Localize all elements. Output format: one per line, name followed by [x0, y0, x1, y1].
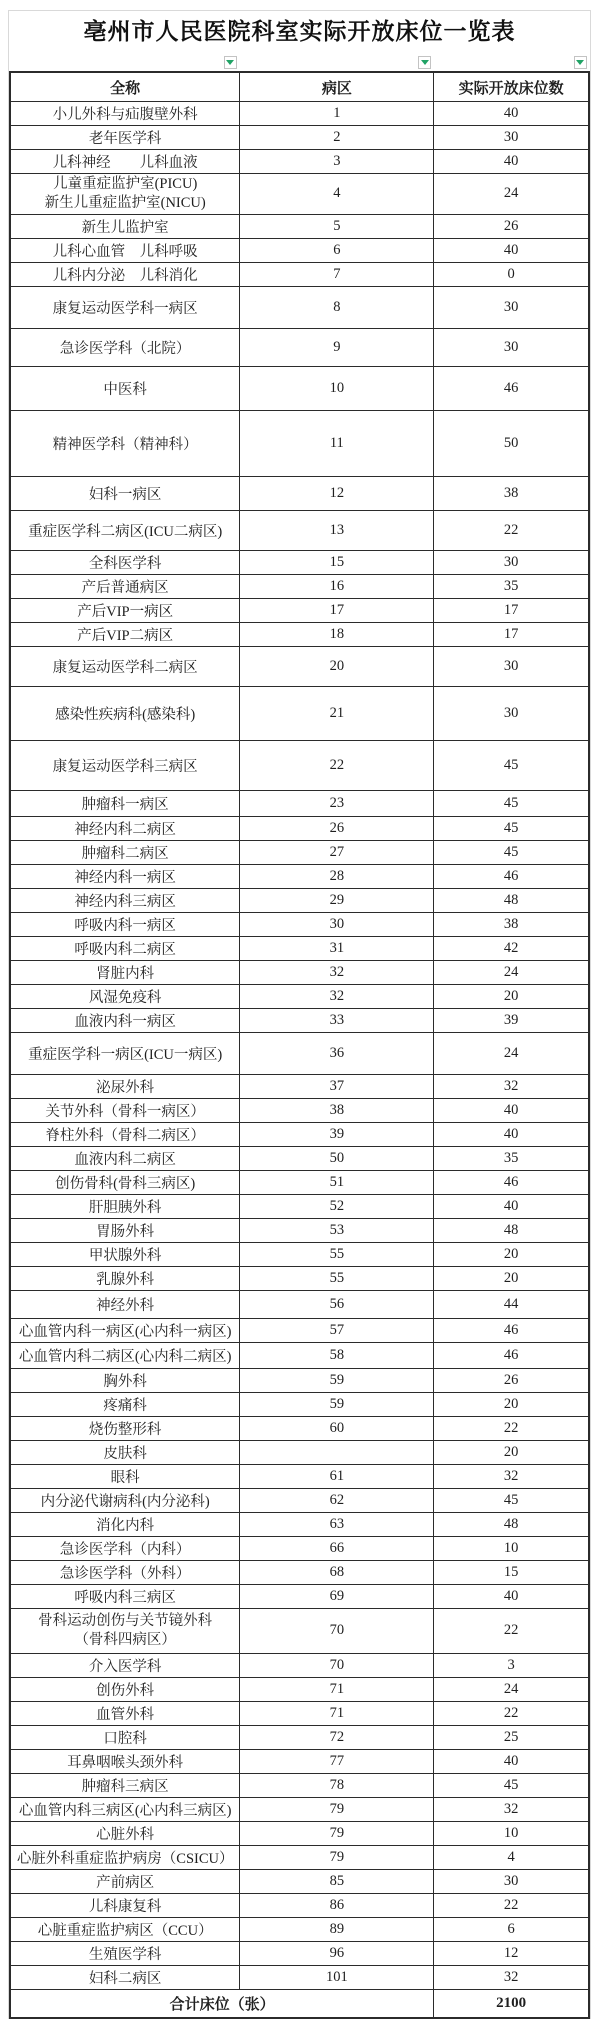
table-row: [10, 1368, 589, 1392]
table-row: [10, 1536, 589, 1560]
beds-cell: 10: [434, 1536, 589, 1560]
table-row: [10, 1194, 589, 1218]
ward-cell: 16: [240, 574, 434, 598]
beds-cell: 48: [434, 888, 589, 912]
beds-cell: 46: [434, 1170, 589, 1194]
header-row: [10, 72, 589, 102]
table-row: [10, 1560, 589, 1584]
dept-name-cell: 心血管内科一病区(心内科一病区): [10, 1318, 240, 1342]
ward-cell: 101: [240, 1965, 434, 1989]
beds-cell: 32: [434, 1797, 589, 1821]
ward-cell: 30: [240, 912, 434, 936]
beds-cell: 17: [434, 598, 589, 622]
ward-cell: 27: [240, 840, 434, 864]
table-row: [10, 1512, 589, 1536]
filter-dropdown-icon: [576, 60, 584, 65]
dept-name-cell: 全科医学科: [10, 550, 240, 574]
dept-name-cell: 创伤骨科(骨科三病区): [10, 1170, 240, 1194]
dept-name-cell: [10, 174, 240, 215]
beds-cell: 0: [434, 262, 589, 286]
ward-cell: 21: [240, 686, 434, 740]
beds-cell: 38: [434, 476, 589, 510]
ward-cell: 62: [240, 1488, 434, 1512]
beds-cell: 30: [434, 1869, 589, 1893]
ward-cell: 72: [240, 1725, 434, 1749]
ward-cell: 71: [240, 1677, 434, 1701]
dept-name-cell: 脊柱外科（骨科二病区）: [10, 1122, 240, 1146]
table-body: [10, 102, 589, 1990]
dept-name-cell: 新生儿监护室: [10, 214, 240, 238]
filter-cell-name: [9, 53, 240, 69]
dept-name-cell: 产前病区: [10, 1869, 240, 1893]
ward-cell: 79: [240, 1821, 434, 1845]
table-row: [10, 1074, 589, 1098]
table-row: [10, 1653, 589, 1677]
table-row: [10, 1032, 589, 1074]
table-row: [10, 1821, 589, 1845]
beds-cell: 26: [434, 214, 589, 238]
beds-cell: 17: [434, 622, 589, 646]
ward-cell: 9: [240, 328, 434, 366]
beds-cell: 24: [434, 174, 589, 215]
dept-name-cell: 产后VIP二病区: [10, 622, 240, 646]
table-row: [10, 1342, 589, 1368]
dept-name-cell: 口腔科: [10, 1725, 240, 1749]
dept-name-cell: 小儿外科与疝腹壁外科: [10, 102, 240, 126]
filter-cell-ward: [240, 53, 435, 69]
dept-name-cell: 血管外科: [10, 1701, 240, 1725]
dept-name-cell: 康复运动医学科三病区: [10, 740, 240, 790]
beds-cell: 10: [434, 1821, 589, 1845]
table-row: [10, 622, 589, 646]
table-row: [10, 840, 589, 864]
ward-cell: 89: [240, 1917, 434, 1941]
beds-cell: 30: [434, 686, 589, 740]
ward-cell: 20: [240, 646, 434, 686]
table-row: [10, 686, 589, 740]
dept-name-cell: 神经内科一病区: [10, 864, 240, 888]
beds-cell: 40: [434, 150, 589, 174]
ward-cell: 6: [240, 238, 434, 262]
dept-name-cell: 产后VIP一病区: [10, 598, 240, 622]
ward-cell: 37: [240, 1074, 434, 1098]
dept-name-cell: 精神医学科（精神科）: [10, 410, 240, 476]
dept-name-cell: 心脏外科重症监护病房（CSICU）: [10, 1845, 240, 1869]
beds-cell: 22: [434, 1893, 589, 1917]
beds-cell: 50: [434, 410, 589, 476]
beds-cell: 20: [434, 1242, 589, 1266]
table-row: [10, 740, 589, 790]
ward-cell: 33: [240, 1008, 434, 1032]
table-row: [10, 1677, 589, 1701]
ward-cell: 68: [240, 1560, 434, 1584]
table-row: [10, 1869, 589, 1893]
beds-cell: 48: [434, 1218, 589, 1242]
dept-name-cell: 风湿免疫科: [10, 984, 240, 1008]
table-row: [10, 476, 589, 510]
table-row: [10, 912, 589, 936]
dept-name-cell: 肝胆胰外科: [10, 1194, 240, 1218]
ward-cell: 1: [240, 102, 434, 126]
table-row: [10, 126, 589, 150]
table-row: [10, 262, 589, 286]
total-label: 合计床位（张）: [10, 1989, 434, 2018]
table-row: [10, 1488, 589, 1512]
table-row: [10, 1218, 589, 1242]
table-row: [10, 510, 589, 550]
ward-cell: 55: [240, 1266, 434, 1290]
beds-cell: 3: [434, 1653, 589, 1677]
beds-cell: 45: [434, 816, 589, 840]
ward-cell: 5: [240, 214, 434, 238]
filter-dropdown-button-name[interactable]: [224, 56, 237, 69]
dept-name-cell: 心脏重症监护病区（CCU）: [10, 1917, 240, 1941]
table-row: [10, 864, 589, 888]
ward-cell: 59: [240, 1368, 434, 1392]
dept-name-cell: 耳鼻咽喉头颈外科: [10, 1749, 240, 1773]
ward-cell: 60: [240, 1416, 434, 1440]
dept-name-cell: 儿科心血管 儿科呼吸: [10, 238, 240, 262]
table-row: [10, 214, 589, 238]
dept-name-cell: 生殖医学科: [10, 1941, 240, 1965]
beds-cell: 44: [434, 1290, 589, 1318]
dept-name-cell: 血液内科二病区: [10, 1146, 240, 1170]
ward-cell: 59: [240, 1392, 434, 1416]
ward-cell: 23: [240, 790, 434, 816]
ward-cell: 4: [240, 174, 434, 215]
table-row: [10, 984, 589, 1008]
ward-cell: 96: [240, 1941, 434, 1965]
table-row: [10, 1917, 589, 1941]
beds-cell: 22: [434, 1701, 589, 1725]
ward-cell: 53: [240, 1218, 434, 1242]
ward-cell: 32: [240, 960, 434, 984]
dept-name-cell: 心血管内科二病区(心内科二病区): [10, 1342, 240, 1368]
ward-cell: 29: [240, 888, 434, 912]
table-row: [10, 1893, 589, 1917]
table-row: [10, 598, 589, 622]
filter-dropdown-button-ward[interactable]: [418, 56, 431, 69]
dept-name-cell: 呼吸内科二病区: [10, 936, 240, 960]
table-row: [10, 1122, 589, 1146]
beds-cell: 32: [434, 1965, 589, 1989]
beds-cell: 30: [434, 286, 589, 328]
dept-name-cell: 甲状腺外科: [10, 1242, 240, 1266]
dept-name-cell: 皮肤科: [10, 1440, 240, 1464]
table-row: [10, 1797, 589, 1821]
dept-name-line2: （骨科四病区）: [74, 1631, 176, 1648]
ward-cell: 32: [240, 984, 434, 1008]
dept-name-cell: 乳腺外科: [10, 1266, 240, 1290]
beds-cell: 30: [434, 550, 589, 574]
dept-name-cell: 呼吸内科一病区: [10, 912, 240, 936]
ward-cell: 12: [240, 476, 434, 510]
column-header-full-name: 全称: [10, 72, 240, 102]
ward-cell: 85: [240, 1869, 434, 1893]
ward-cell: 28: [240, 864, 434, 888]
dept-name-line1: 骨科运动创伤与关节镜外科: [38, 1612, 213, 1629]
column-header-ward: 病区: [240, 72, 434, 102]
dept-name-cell: 心脏外科: [10, 1821, 240, 1845]
beds-cell: 22: [434, 510, 589, 550]
ward-cell: 11: [240, 410, 434, 476]
dept-name-cell: 急诊医学科（外科）: [10, 1560, 240, 1584]
beds-cell: 32: [434, 1464, 589, 1488]
dept-name-cell: 介入医学科: [10, 1653, 240, 1677]
ward-cell: 17: [240, 598, 434, 622]
dept-name-cell: 重症医学科二病区(ICU二病区): [10, 510, 240, 550]
dept-name-cell: 关节外科（骨科一病区）: [10, 1098, 240, 1122]
table-row: [10, 816, 589, 840]
dept-name-cell: 内分泌代谢病科(内分泌科): [10, 1488, 240, 1512]
ward-cell: 86: [240, 1893, 434, 1917]
ward-cell: 61: [240, 1464, 434, 1488]
table-row: [10, 174, 589, 215]
dept-name-cell: 急诊医学科（内科）: [10, 1536, 240, 1560]
table-row: [10, 1965, 589, 1989]
dept-name-cell: 肿瘤科二病区: [10, 840, 240, 864]
ward-cell: 55: [240, 1242, 434, 1266]
dept-name-cell: 康复运动医学科一病区: [10, 286, 240, 328]
beds-cell: 45: [434, 790, 589, 816]
filter-cell-beds: [434, 53, 590, 69]
ward-cell: 58: [240, 1342, 434, 1368]
beds-cell: 42: [434, 936, 589, 960]
dept-name-cell: 创伤外科: [10, 1677, 240, 1701]
table-row: [10, 1941, 589, 1965]
dept-name-cell: 急诊医学科（北院）: [10, 328, 240, 366]
beds-cell: 38: [434, 912, 589, 936]
dept-name-cell: 肾脏内科: [10, 960, 240, 984]
bed-capacity-sheet: [8, 10, 591, 2019]
beds-cell: 35: [434, 1146, 589, 1170]
dept-name-cell: 烧伤整形科: [10, 1416, 240, 1440]
dept-name-cell: 儿科康复科: [10, 1893, 240, 1917]
table-row: [10, 550, 589, 574]
dept-name-cell: 神经外科: [10, 1290, 240, 1318]
beds-cell: 39: [434, 1008, 589, 1032]
table-row: [10, 238, 589, 262]
dept-name-cell: 血液内科一病区: [10, 1008, 240, 1032]
ward-cell: 70: [240, 1608, 434, 1653]
ward-cell: 79: [240, 1845, 434, 1869]
ward-cell: 31: [240, 936, 434, 960]
table-row: [10, 1440, 589, 1464]
ward-cell: 79: [240, 1797, 434, 1821]
dept-name-cell: 泌尿外科: [10, 1074, 240, 1098]
beds-cell: 20: [434, 1392, 589, 1416]
total-row: [10, 1989, 589, 2018]
dept-name-cell: 产后普通病区: [10, 574, 240, 598]
dept-name-cell: 神经内科二病区: [10, 816, 240, 840]
dept-name-cell: 疼痛科: [10, 1392, 240, 1416]
beds-cell: 30: [434, 646, 589, 686]
table-row: [10, 1701, 589, 1725]
page-title: 亳州市人民医院科室实际开放床位一览表: [83, 19, 516, 44]
beds-cell: 30: [434, 126, 589, 150]
beds-cell: 40: [434, 1584, 589, 1608]
beds-cell: 22: [434, 1608, 589, 1653]
filter-dropdown-button-beds[interactable]: [574, 56, 587, 69]
table-row: [10, 1146, 589, 1170]
beds-cell: 46: [434, 1318, 589, 1342]
table-row: [10, 790, 589, 816]
beds-cell: 15: [434, 1560, 589, 1584]
beds-cell: 22: [434, 1416, 589, 1440]
filter-row: [9, 53, 590, 69]
ward-cell: 66: [240, 1536, 434, 1560]
table-row: [10, 1170, 589, 1194]
dept-name-cell: 眼科: [10, 1464, 240, 1488]
ward-cell: 8: [240, 286, 434, 328]
dept-name-cell: 重症医学科一病区(ICU一病区): [10, 1032, 240, 1074]
table-row: [10, 366, 589, 410]
dept-name-cell: 儿科内分泌 儿科消化: [10, 262, 240, 286]
dept-name-cell: 心血管内科三病区(心内科三病区): [10, 1797, 240, 1821]
beds-cell: 40: [434, 1098, 589, 1122]
beds-cell: 12: [434, 1941, 589, 1965]
table-row: [10, 936, 589, 960]
beds-cell: 32: [434, 1074, 589, 1098]
beds-cell: 46: [434, 366, 589, 410]
table-row: [10, 1608, 589, 1653]
ward-cell: 10: [240, 366, 434, 410]
ward-cell: 77: [240, 1749, 434, 1773]
beds-cell: 45: [434, 740, 589, 790]
dept-name-line1: 儿童重症监护室(PICU): [53, 176, 198, 192]
ward-cell: 2: [240, 126, 434, 150]
table-row: [10, 1773, 589, 1797]
beds-cell: 45: [434, 1773, 589, 1797]
ward-cell: 15: [240, 550, 434, 574]
ward-cell: [240, 1440, 434, 1464]
dept-name-cell: [10, 1608, 240, 1653]
dept-name-cell: 妇科二病区: [10, 1965, 240, 1989]
ward-cell: 71: [240, 1701, 434, 1725]
table-row: [10, 1266, 589, 1290]
table-row: [10, 960, 589, 984]
total-value: 2100: [434, 1989, 589, 2018]
dept-name-cell: 神经内科三病区: [10, 888, 240, 912]
ward-cell: 51: [240, 1170, 434, 1194]
table-row: [10, 1318, 589, 1342]
ward-cell: 18: [240, 622, 434, 646]
beds-cell: 26: [434, 1368, 589, 1392]
dept-name-cell: 呼吸内科三病区: [10, 1584, 240, 1608]
beds-cell: 46: [434, 1342, 589, 1368]
table-row: [10, 328, 589, 366]
beds-cell: 40: [434, 1194, 589, 1218]
beds-cell: 24: [434, 1032, 589, 1074]
ward-cell: 7: [240, 262, 434, 286]
table-row: [10, 646, 589, 686]
filter-dropdown-icon: [421, 60, 429, 65]
filter-dropdown-icon: [226, 60, 234, 65]
beds-cell: 24: [434, 960, 589, 984]
table-row: [10, 1749, 589, 1773]
ward-cell: 69: [240, 1584, 434, 1608]
table-row: [10, 1242, 589, 1266]
column-header-open-beds: 实际开放床位数: [434, 72, 589, 102]
table-row: [10, 1098, 589, 1122]
beds-cell: 45: [434, 840, 589, 864]
table-row: [10, 1392, 589, 1416]
dept-name-cell: 感染性疾病科(感染科): [10, 686, 240, 740]
beds-cell: 46: [434, 864, 589, 888]
bed-capacity-table: [9, 71, 590, 2019]
ward-cell: 78: [240, 1773, 434, 1797]
ward-cell: 57: [240, 1318, 434, 1342]
beds-cell: 30: [434, 328, 589, 366]
table-row: [10, 574, 589, 598]
ward-cell: 50: [240, 1146, 434, 1170]
dept-name-cell: 妇科一病区: [10, 476, 240, 510]
ward-cell: 52: [240, 1194, 434, 1218]
dept-name-cell: 肿瘤科一病区: [10, 790, 240, 816]
table-row: [10, 410, 589, 476]
dept-name-cell: 老年医学科: [10, 126, 240, 150]
beds-cell: 6: [434, 1917, 589, 1941]
table-row: [10, 1008, 589, 1032]
beds-cell: 25: [434, 1725, 589, 1749]
dept-name-cell: 康复运动医学科二病区: [10, 646, 240, 686]
beds-cell: 20: [434, 984, 589, 1008]
beds-cell: 40: [434, 102, 589, 126]
ward-cell: 13: [240, 510, 434, 550]
beds-cell: 40: [434, 238, 589, 262]
ward-cell: 36: [240, 1032, 434, 1074]
table-row: [10, 1416, 589, 1440]
dept-name-cell: 胸外科: [10, 1368, 240, 1392]
table-row: [10, 102, 589, 126]
beds-cell: 20: [434, 1266, 589, 1290]
ward-cell: 56: [240, 1290, 434, 1318]
table-row: [10, 1584, 589, 1608]
table-row: [10, 888, 589, 912]
ward-cell: 22: [240, 740, 434, 790]
beds-cell: 40: [434, 1749, 589, 1773]
table-row: [10, 1290, 589, 1318]
dept-name-cell: 中医科: [10, 366, 240, 410]
beds-cell: 4: [434, 1845, 589, 1869]
ward-cell: 26: [240, 816, 434, 840]
beds-cell: 48: [434, 1512, 589, 1536]
beds-cell: 35: [434, 574, 589, 598]
table-row: [10, 286, 589, 328]
table-row: [10, 150, 589, 174]
dept-name-line2: 新生儿重症监护室(NICU): [44, 194, 206, 211]
table-row: [10, 1725, 589, 1749]
ward-cell: 3: [240, 150, 434, 174]
ward-cell: 39: [240, 1122, 434, 1146]
beds-cell: 24: [434, 1677, 589, 1701]
ward-cell: 38: [240, 1098, 434, 1122]
beds-cell: 40: [434, 1122, 589, 1146]
ward-cell: 70: [240, 1653, 434, 1677]
beds-cell: 20: [434, 1440, 589, 1464]
dept-name-cell: 消化内科: [10, 1512, 240, 1536]
table-row: [10, 1464, 589, 1488]
dept-name-cell: 儿科神经 儿科血液: [10, 150, 240, 174]
dept-name-cell: 胃肠外科: [10, 1218, 240, 1242]
table-row: [10, 1845, 589, 1869]
ward-cell: 63: [240, 1512, 434, 1536]
beds-cell: 45: [434, 1488, 589, 1512]
dept-name-cell: 肿瘤科三病区: [10, 1773, 240, 1797]
